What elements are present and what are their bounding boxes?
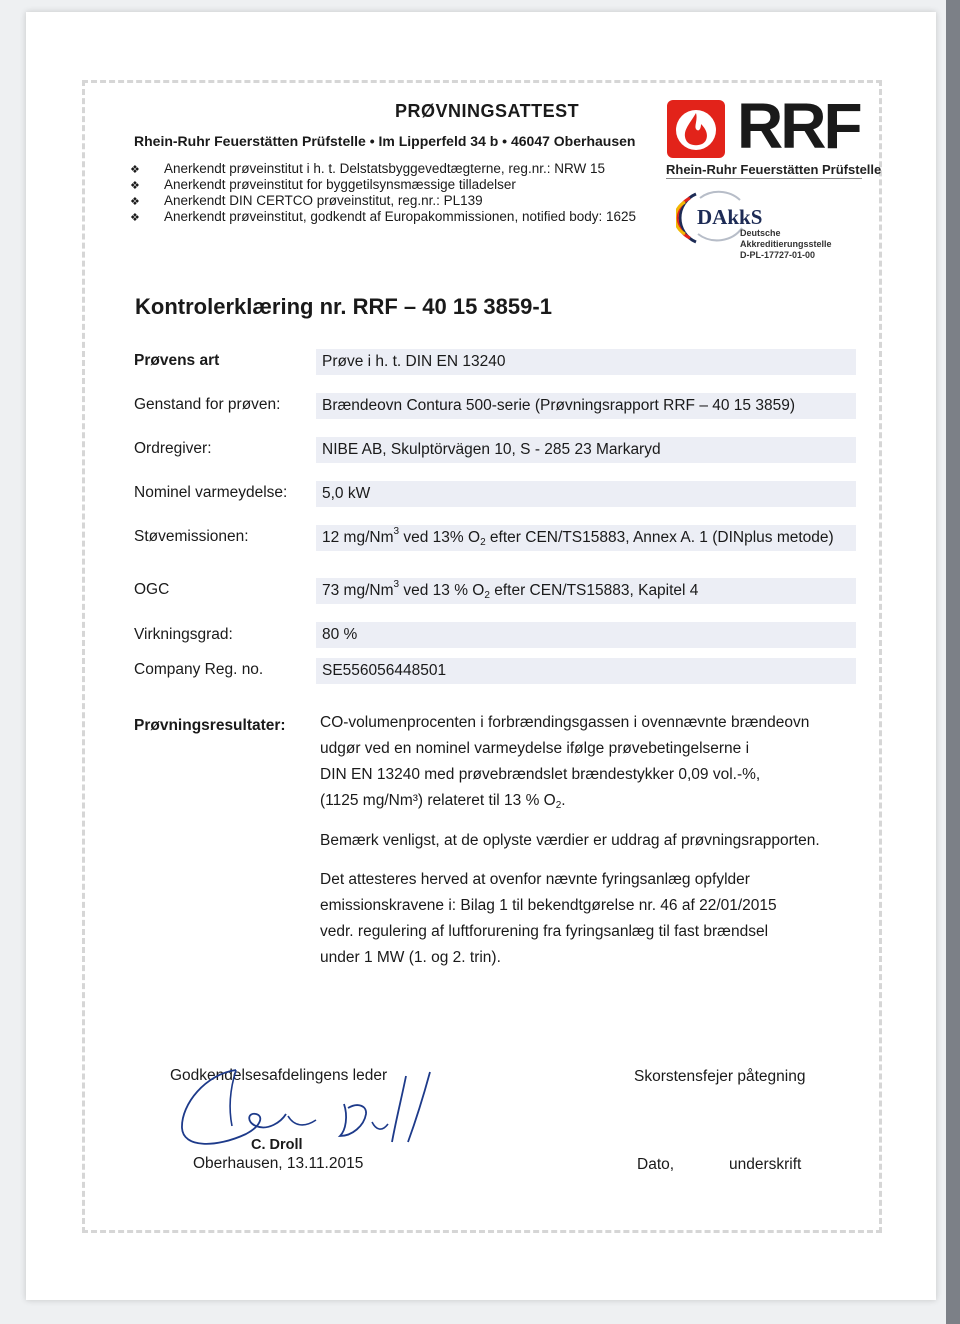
- field-value-efficiency: 80 %: [316, 622, 856, 648]
- institute-address: Rhein-Ruhr Feuerstätten Prüfstelle • Im Lipperfeld 34 b • 46047 Oberhausen: [134, 133, 636, 149]
- field-label-client: Ordregiver:: [134, 440, 212, 457]
- field-value-company: SE556056448501: [316, 658, 856, 684]
- field-label-company: Company Reg. no.: [134, 661, 264, 678]
- bullet-icon: ❖: [130, 212, 140, 224]
- dakks-line-2: Akkreditierungsstelle: [740, 239, 832, 249]
- results-paragraph-1: CO-volumenprocenten i forbrændingsgassen i ovennævnte brændeovn udgør ved en nominel varmeydelse ifølge prøvebetingelserne i DIN EN 13240 med prøvebrændslet brændestykker 0,09 vol.-%, (1125 mg/Nm³) relateret til 13 % $O_2$.: [320, 714, 810, 811]
- rrf-logo-text: RRF: [737, 90, 860, 162]
- handwritten-signature: [176, 1056, 438, 1152]
- date-label: Dato,: [637, 1156, 675, 1173]
- field-label-type: Prøvens art: [134, 352, 220, 369]
- rrf-logo-subtitle: Rhein-Ruhr Feuerstätten Prüfstelle: [666, 162, 882, 177]
- bullet-icon: ❖: [130, 164, 140, 176]
- field-value-output: 5,0 kW: [316, 481, 856, 507]
- chimney-sweep-label: Skorstensfejer påtegning: [634, 1068, 806, 1085]
- signature-label: Godkendelsesafdelingens leder: [170, 1067, 388, 1084]
- bullet-icon: ❖: [130, 180, 140, 192]
- results-paragraph-2: Bemærk venligst, at de oplyste værdier er uddrag af prøvningsrapporten.: [320, 832, 820, 849]
- field-label-object: Genstand for prøven:: [134, 396, 281, 413]
- field-label-dust: Støvemissionen:: [134, 528, 249, 545]
- field-value-client: NIBE AB, Skulptörvägen 10, S - 285 23 Markaryd: [316, 437, 856, 463]
- field-value-object: Brændeovn Contura 500-serie (Prøvningsrapport RRF – 40 15 3859): [316, 393, 856, 419]
- signature-place-date: Oberhausen, 13.11.2015: [193, 1155, 364, 1172]
- list-item: ❖ Anerkendt prøveinstitut i h. t. Delstatsbyggevedtægterne, reg.nr.: NRW 15: [130, 161, 605, 176]
- field-label-output: Nominel varmeydelse:: [134, 484, 288, 501]
- bullet-icon: ❖: [130, 196, 140, 208]
- list-item: ❖ Anerkendt DIN CERTCO prøveinstitut, reg.nr.: PL139: [130, 193, 483, 208]
- list-item: ❖ Anerkendt prøveinstitut for byggetilsynsmæssige tilladelser: [130, 177, 516, 192]
- accreditation-list: [130, 161, 636, 225]
- results-paragraph-3: Det attesteres herved at ovenfor nævnte fyringsanlæg opfylder emissionskravene i: Bilag 1 til bekendtgørelse nr. 46 af 22/01/2015 vedr. regulering af luftforurening fra fyringsanlæg til fast brændsel under 1 MW (1. og 2. trin).: [320, 871, 777, 966]
- list-item: ❖ Anerkendt prøveinstitut, godkendt af Europakommissionen, notified body: 1625: [130, 209, 637, 224]
- signature-field-label: underskrift: [729, 1156, 802, 1173]
- field-value-type: Prøve i h. t. DIN EN 13240: [316, 349, 856, 375]
- field-label-efficiency: Virkningsgrad:: [134, 626, 233, 643]
- signatory-name: C. Droll: [251, 1137, 303, 1153]
- field-value-ogc: 73 mg/Nm$^3$ ved 13 % $O_2$ efter CEN/TS15883, Kapitel 4: [316, 578, 856, 604]
- dakks-line-1: Deutsche: [740, 228, 781, 238]
- field-value-dust: 12 mg/Nm$^3$ ved 13% $O_2$ efter CEN/TS15883, Annex A. 1 (DINplus metode): [316, 525, 856, 551]
- dakks-line-3: D-PL-17727-01-00: [740, 250, 816, 260]
- document-title: PRØVNINGSATTEST: [395, 101, 580, 121]
- field-label-ogc: OGC: [134, 581, 170, 598]
- certificate-heading: Kontrolerklæring nr. RRF – 40 15 3859-1: [135, 294, 552, 319]
- divider: [666, 178, 862, 179]
- dakks-logo-text: DAkkS: [697, 205, 763, 229]
- viewer-edge: [946, 0, 960, 1324]
- results-label: Prøvningsresultater:: [134, 717, 286, 734]
